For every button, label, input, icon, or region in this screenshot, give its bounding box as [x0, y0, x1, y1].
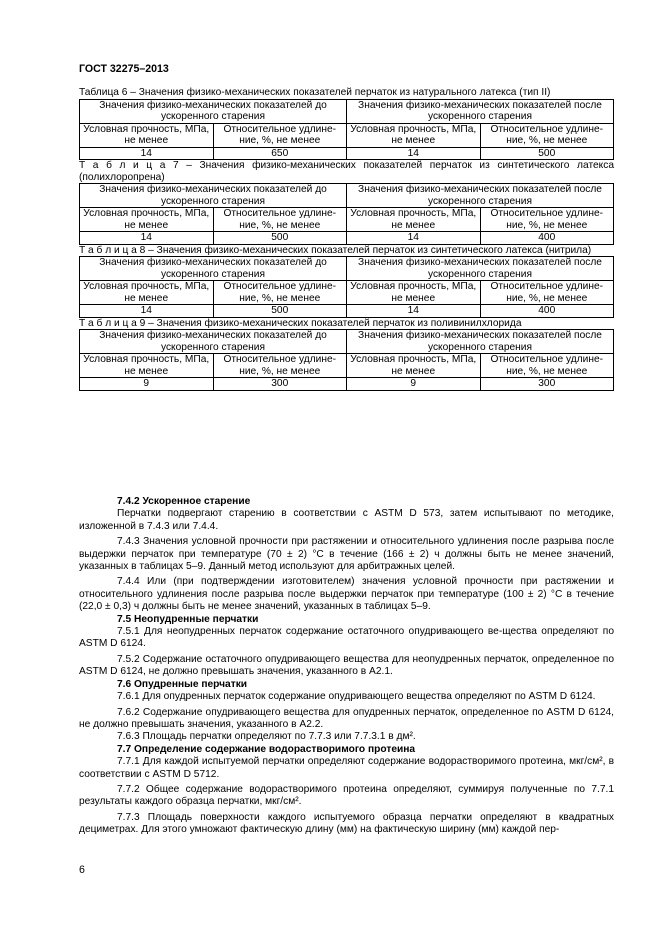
header-elongation: Относительное удлине- ние, %, не менее — [480, 354, 614, 378]
table-cell: 14 — [80, 305, 214, 318]
paragraph: 7.6.3 Площадь перчатки определяют по 7.7.3 или 7.7.3.1 в дм². — [117, 731, 416, 743]
page-number: 6 — [79, 864, 85, 876]
table-cell: 500 — [480, 147, 614, 160]
table-cell: 9 — [80, 378, 214, 391]
document-header: ГОСТ 32275–2013 — [79, 63, 169, 75]
paragraph: Перчатки подвергают старению в соответствии с ASTM D 573, затем испытывают по методике, изложенной в 7.4.3 или 7.4.4. — [79, 508, 614, 532]
header-before-aging: Значения физико-механических показателей до ускоренного старения — [80, 99, 347, 123]
section-heading: 7.4.2 Ускоренное старение — [117, 496, 251, 507]
table-row — [80, 378, 614, 391]
header-strength: Условная прочность, МПа, не менее — [347, 354, 481, 378]
tables-block — [79, 87, 614, 391]
table-row — [80, 147, 614, 160]
table-caption: Т а б л и ц а 7 – Значения физико-механических показателей перчаток из синтетического латекса (полихлоропрена) — [79, 160, 614, 183]
paragraph: 7.4.3 Значения условной прочности при растяжении и относительного удлинения после разрыва после выдержки перчаток при температуре (70 ± 2) °С в течение (166 ± 2) ч должны быть не менее значений, указанных в таблицах 5–9. Данный метод используют для арбитражных целей. — [79, 536, 614, 573]
header-elongation: Относительное удлине- ние, %, не менее — [213, 354, 347, 378]
header-strength: Условная прочность, МПа, не менее — [80, 123, 214, 147]
table-cell: 500 — [213, 232, 347, 245]
table-cell: 14 — [80, 232, 214, 245]
table-cell: 300 — [480, 378, 614, 391]
paragraph: 7.5.1 Для неопудренных перчаток содержание остаточного опудривающего ве-щества определяют по ASTM D 6124. — [79, 626, 614, 650]
header-elongation: Относительное удлине- ние, %, не менее — [213, 281, 347, 305]
header-after-aging: Значения физико-механических показателей после ускоренного старения — [347, 99, 614, 123]
header-elongation: Относительное удлине- ние, %, не менее — [213, 123, 347, 147]
table-cell: 400 — [480, 305, 614, 318]
data-table — [79, 256, 614, 318]
table-caption: Т а б л и ц а 9 – Значения физико-механических показателей перчаток из поливинилхлорида — [79, 317, 522, 329]
header-strength: Условная прочность, МПа, не менее — [347, 123, 481, 147]
header-strength: Условная прочность, МПа, не менее — [347, 208, 481, 232]
paragraph: 7.7.3 Площадь поверхности каждого испытуемого образца перчатки определяют в квадратных дециметрах. Для этого умножают фактическую длину (мм) на фактическую ширину (мм) каждой пер- — [79, 811, 614, 836]
header-elongation: Относительное удлине- ние, %, не менее — [213, 208, 347, 232]
paragraph: 7.5.2 Содержание остаточного опудривающего вещества для неопудренных перчаток, определенное по ASTM D 6124, не должно превышать значения, указанного в А2.1. — [79, 653, 614, 678]
header-elongation: Относительное удлине- ние, %, не менее — [480, 281, 614, 305]
table-row — [80, 305, 614, 318]
header-after-aging: Значения физико-механических показателей после ускоренного старения — [347, 184, 614, 208]
data-table — [79, 183, 614, 245]
header-strength: Условная прочность, МПа, не менее — [347, 281, 481, 305]
table-cell: 500 — [213, 305, 347, 318]
data-table — [79, 99, 614, 161]
table-cell: 14 — [347, 147, 481, 160]
header-elongation: Относительное удлине- ние, %, не менее — [480, 208, 614, 232]
table-caption: Таблица 6 – Значения физико-механических показателей перчаток из натурального латекса (тип II) — [79, 87, 551, 98]
header-after-aging: Значения физико-механических показателей после ускоренного старения — [347, 330, 614, 354]
table-cell: 9 — [347, 378, 481, 391]
header-elongation: Относительное удлине- ние, %, не менее — [480, 123, 614, 147]
table-cell: 14 — [347, 305, 481, 318]
header-strength: Условная прочность, МПа, не менее — [80, 354, 214, 378]
section-heading: 7.7 Определение содержание водорастворимого протеина — [117, 743, 416, 755]
data-table — [79, 329, 614, 391]
table-cell: 14 — [80, 147, 214, 160]
section-heading: 7.6 Опудренные перчатки — [117, 678, 248, 690]
table-cell: 14 — [347, 232, 481, 245]
paragraph: 7.7.1 Для каждой испытуемой перчатки определяют содержание водорастворимого протеина, мкг/см², в соответствии с ASTM D 5712. — [79, 756, 614, 780]
header-after-aging: Значения физико-механических показателей после ускоренного старения — [347, 257, 614, 281]
body-text — [79, 496, 614, 837]
header-before-aging: Значения физико-механических показателей до ускоренного старения — [80, 257, 347, 281]
header-before-aging: Значения физико-механических показателей до ускоренного старения — [80, 184, 347, 208]
table-cell: 400 — [480, 232, 614, 245]
section-heading: 7.5 Неопудренные перчатки — [117, 613, 259, 625]
table-cell: 650 — [213, 147, 347, 160]
table-caption: Т а б л и ц а 8 – Значения физико-механических показателей перчаток из синтетического латекса (нитрила) — [79, 244, 592, 256]
paragraph: 7.6.2 Содержание опудривающего вещества для опудренных перчаток, определенное по ASTM D 6124, не должно превышать значения, указанного в А2.2. — [79, 706, 614, 730]
paragraph: 7.4.4 Или (при подтверждении изготовителем) значения условной прочности при растяжении и относительного удлинения после разрыва после выдержки перчаток при температуре (100 ± 2) °С в течение (22,0 ± 0,3) ч должны быть не менее значений, указанных в таблицах 5–9. — [79, 576, 614, 613]
paragraph: 7.6.1 Для опудренных перчаток содержание опудривающего вещества определяют по ASTM D 6124. — [117, 691, 596, 703]
header-before-aging: Значения физико-механических показателей до ускоренного старения — [80, 330, 347, 354]
header-strength: Условная прочность, МПа, не менее — [80, 208, 214, 232]
table-cell: 300 — [213, 378, 347, 391]
table-row — [80, 232, 614, 245]
header-strength: Условная прочность, МПа, не менее — [80, 281, 214, 305]
paragraph: 7.7.2 Общее содержание водорастворимого протеина определяют, суммируя полученные по 7.7.1 результаты каждого образца перчатки, мкг/см². — [79, 783, 614, 808]
